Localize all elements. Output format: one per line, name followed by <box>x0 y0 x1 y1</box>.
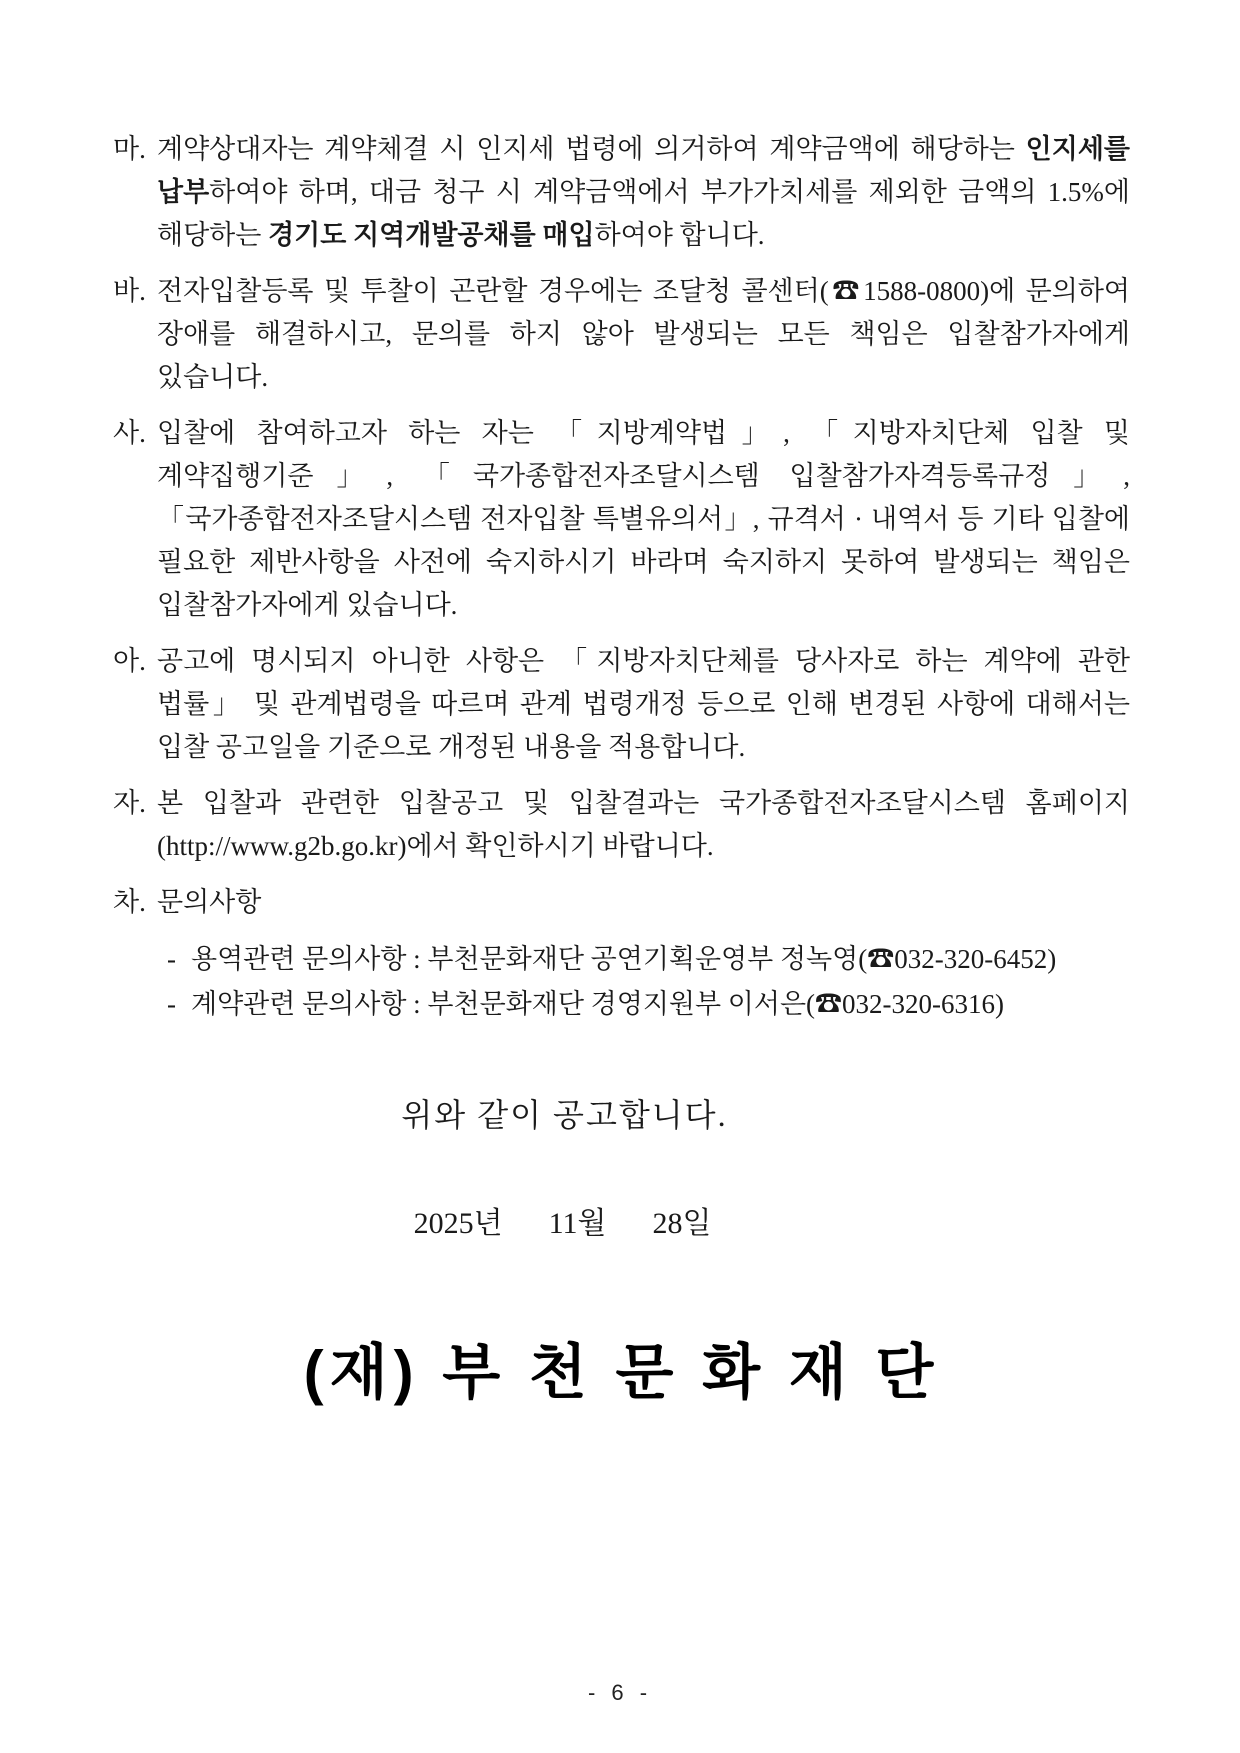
dash-bullet: - <box>167 989 176 1019</box>
closing-statement: 위와 같이 공고합니다. <box>401 1097 728 1133</box>
list-item-text <box>157 881 1130 924</box>
text-segment: 입찰에 참여하고자 하는 자는 「지방계약법」, 「지방자치단체 입찰 및 계약집행기준」, 「국가종합전자조달시스템 입찰참가자격등록규정」, 「국가종합전자조달시스템 전자입찰 특별유의서」, 규격서 · 내역서 등 기타 입찰에 필요한 제반사항을 사전에 숙지하시기 바라며 숙지하지 못하여 발생되는 책임은 입찰참가자에게 있습니다. <box>157 418 1130 620</box>
text-segment-bold: 경기도 지역개발공채를 매입 <box>268 220 595 250</box>
list-item-text <box>157 640 1130 769</box>
list-item-label: 아. <box>113 646 146 676</box>
text-segment: 공고에 명시되지 아니한 사항은 「지방자치단체를 당사자로 하는 계약에 관한 법률」 및 관계법령을 따르며 관계 법령개정 등으로 인해 변경된 사항에 대해서는 입찰 공고일을 기준으로 개정된 내용을 적용합니다. <box>157 646 1130 762</box>
text-segment-bold: 인지세를 납부 <box>157 134 1130 207</box>
contact-line-contract <box>167 982 1130 1027</box>
contact-line-service <box>167 937 1130 982</box>
list-item-a <box>113 640 1130 769</box>
list-item-text <box>157 128 1130 257</box>
organization-name: (재) 부 천 문 화 재 단 <box>303 1339 940 1406</box>
text-segment: 하여야 합니다. <box>594 220 765 250</box>
text-segment: 본 입찰과 관련한 입찰공고 및 입찰결과는 국가종합전자조달시스템 홈페이지 (http://www.g2b.go.kr)에서 확인하시기 바랍니다. <box>157 788 1130 861</box>
date-day: 28일 <box>652 1207 712 1240</box>
list-item-text <box>157 782 1130 868</box>
text-segment: 계약상대자는 계약체결 시 인지세 법령에 의거하여 계약금액에 해당하는 <box>157 134 1026 164</box>
list-item-ba <box>113 270 1130 399</box>
text-segment: 문의사항 <box>157 887 262 917</box>
list-item-ma <box>113 128 1130 257</box>
announcement-date <box>54 1203 1071 1245</box>
date-year: 2025년 <box>413 1207 503 1240</box>
text-segment: 전자입찰등록 및 투찰이 곤란할 경우에는 조달청 콜센터(☎1588-0800)에 문의하여 장애를 해결하시고, 문의를 하지 않아 발생되는 모든 책임은 입찰참가자에게 있습니다. <box>157 276 1130 392</box>
list-item-cha <box>113 881 1130 924</box>
list-item-label: 마. <box>113 134 146 164</box>
date-month: 11월 <box>548 1207 607 1240</box>
contact-text: 계약관련 문의사항 : 부천문화재단 경영지원부 이서은(☎032-320-6316) <box>191 989 1005 1019</box>
list-item-label: 사. <box>113 418 146 448</box>
list-item-label: 자. <box>113 788 146 818</box>
text-segment: 하여야 하며, 대금 청구 시 계약금액에서 부가가치세를 제외한 금액의 1.5%에 해당하는 <box>157 177 1130 250</box>
list-item-label: 차. <box>113 887 146 917</box>
list-item-sa <box>113 412 1130 627</box>
page-number: - 6 - <box>587 1680 653 1705</box>
contact-text: 용역관련 문의사항 : 부천문화재단 공연기획운영부 정녹영(☎032-320-6452) <box>191 944 1057 974</box>
dash-bullet: - <box>167 944 176 974</box>
list-item-text <box>157 270 1130 399</box>
list-item-ja <box>113 782 1130 868</box>
list-item-text <box>157 412 1130 627</box>
list-item-label: 바. <box>113 276 146 306</box>
